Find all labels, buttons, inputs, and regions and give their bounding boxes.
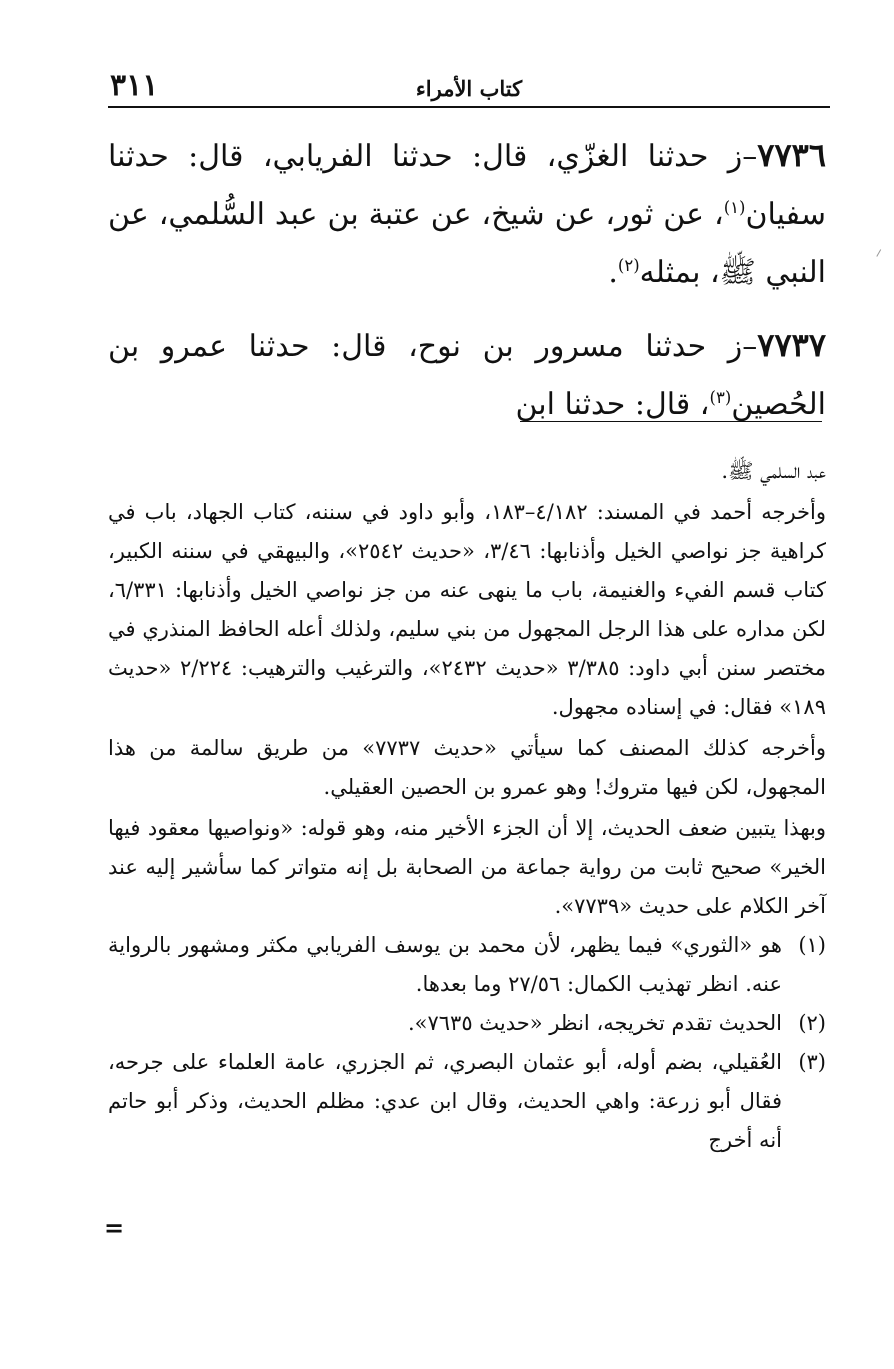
footnote-text: الحديث تقدم تخريجه، انظر «حديث ٧٦٣٥». xyxy=(407,1011,782,1035)
footnote-3 xyxy=(108,1043,826,1160)
page-number: ٣١١ xyxy=(110,68,159,103)
hadith-number: ٧٧٣٧ xyxy=(757,326,826,364)
footnote-ref: (١) xyxy=(723,198,746,217)
footnote-mark: (٣) xyxy=(798,1050,826,1074)
scan-speck xyxy=(876,249,884,258)
footnote-1 xyxy=(108,926,826,1004)
hadith-7736 xyxy=(108,126,826,302)
carry-over-line: عبد السلمي ﷺ. xyxy=(721,459,826,483)
footnote-text: هو «الثوري» فيما يظهر، لأن محمد بن يوسف الفريابي مكثر ومشهور بالرواية عنه. انظر تهذيب الكمال: ٢٧/٥٦ وما بعدها. xyxy=(108,933,782,996)
hadith-number: ٧٧٣٦ xyxy=(757,136,826,174)
continuation-mark: = xyxy=(104,1213,125,1242)
book-title: كتاب الأمراء xyxy=(415,76,523,101)
running-header xyxy=(110,62,828,106)
carry-over-paragraph: وبهذا يتبين ضعف الحديث، إلا أن الجزء الأخير منه، وهو قوله: «ونواصيها معقود فيها الخير» صحيح ثابت من رواية جماعة من الصحابة بل إنه متواتر كما سأشير إليه عند آخر الكلام على حديث «٧٧٣٩». xyxy=(108,816,826,918)
footnote-mark: (١) xyxy=(798,933,826,957)
hadith-text: –ز حدثنا الغزّي، قال: حدثنا الفريابي، قال: حدثنا سفيان xyxy=(108,139,826,232)
footnotes-area xyxy=(108,452,826,1160)
hadith-text: ، عن ثور، عن شيخ، عن عتبة بن عبد السُّلمي، عن النبي ﷺ، بمثله xyxy=(108,197,826,290)
header-rule xyxy=(108,106,830,108)
carry-over-paragraph: وأخرجه أحمد في المسند: ٤/١٨٢–١٨٣، وأبو داود في سننه، كتاب الجهاد، باب في كراهية جز نواصي الخيل وأذنابها: ٣/٤٦، «حديث ٢٥٤٢»، والبيهقي في سننه الكبير، كتاب قسم الفيء والغنيمة، باب ما ينهى عنه من جز نواصي الخيل وأذنابها: ٦/٣٣١، لكن مداره على هذا الرجل المجهول من بني سليم، ولذلك أعله الحافظ المنذري في مختصر سنن أبي داود: ٣/٣٨٥ «حديث ٢٤٣٢»، والترغيب والترهيب: ٢/٢٢٤ «حديث ١٨٩» فقال: في إسناده مجهول. xyxy=(108,500,826,719)
footnote-ref: (٢) xyxy=(617,256,640,275)
footnote-separator xyxy=(520,421,822,422)
footnote-text: العُقيلي، بضم أوله، أبو عثمان البصري، ثم الجزري، عامة العلماء على جرحه، فقال أبو زرعة: واهي الحديث، وقال ابن عدي: مظلم الحديث، وذكر أبو حاتم أنه أخرج xyxy=(108,1050,782,1152)
hadith-7737 xyxy=(108,316,826,434)
footnote-mark: (٢) xyxy=(798,1011,826,1035)
hadith-text: –ز حدثنا مسرور بن نوح، قال: حدثنا عمرو بن الحُصين xyxy=(108,329,826,422)
main-text xyxy=(108,126,826,434)
hadith-text: . xyxy=(608,255,618,290)
footnote-2 xyxy=(108,1004,826,1043)
footnote-ref: (٣) xyxy=(709,388,732,407)
carry-over-paragraph: وأخرجه كذلك المصنف كما سيأتي «حديث ٧٧٣٧» من طريق سالمة من هذا المجهول، لكن فيها متروك! وهو عمرو بن الحصين العقيلي. xyxy=(108,736,827,799)
hadith-text: ، قال: حدثنا ابن xyxy=(515,387,710,422)
